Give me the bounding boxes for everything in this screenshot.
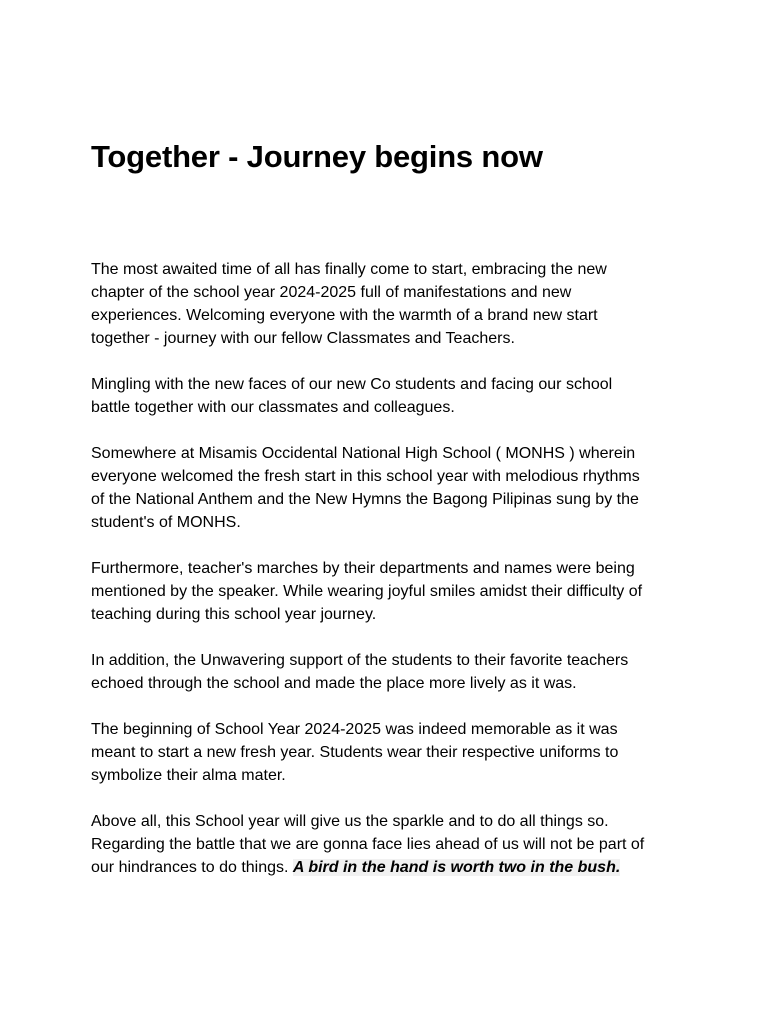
paragraph-teachers: Furthermore, teacher's marches by their departments and names were being mentioned by the speaker. While wearing joyful smiles amidst their difficulty of teaching during this school year journey. [91, 560, 643, 623]
closing-proverb: A bird in the hand is worth two in the bush. [292, 859, 621, 876]
paragraph-mingling: Mingling with the new faces of our new Co students and facing our school battle together with our classmates and colleagues. [91, 376, 613, 416]
closing-text: Above all, this School year will give us the sparkle and to do all things so. Regarding the battle that we are gonna face lies ahead of us will not be part of our hindrances to do things. [91, 813, 645, 876]
paragraph-intro: The most awaited time of all has finally come to start, embracing the new chapter of the school year 2024-2025 full of manifestations and new experiences. Welcoming everyone with the warmth of a brand new start together - journey with our fellow Classmates and Teachers. [91, 261, 607, 347]
document-body [91, 258, 691, 902]
paragraph-support: In addition, the Unwavering support of the students to their favorite teachers echoed through the school and made the place more lively as it was. [91, 652, 629, 692]
paragraph-monhs: Somewhere at Misamis Occidental National High School ( MONHS ) wherein everyone welcomed the fresh start in this school year with melodious rhythms of the National Anthem and the New Hymns the Bagong Pilipinas sung by the student's of MONHS. [91, 445, 640, 531]
document-title: Together - Journey begins now [91, 139, 543, 174]
paragraph-closing [91, 810, 691, 879]
paragraph-beginning: The beginning of School Year 2024-2025 was indeed memorable as it was meant to start a new fresh year. Students wear their respective uniforms to symbolize their alma mater. [91, 721, 619, 784]
